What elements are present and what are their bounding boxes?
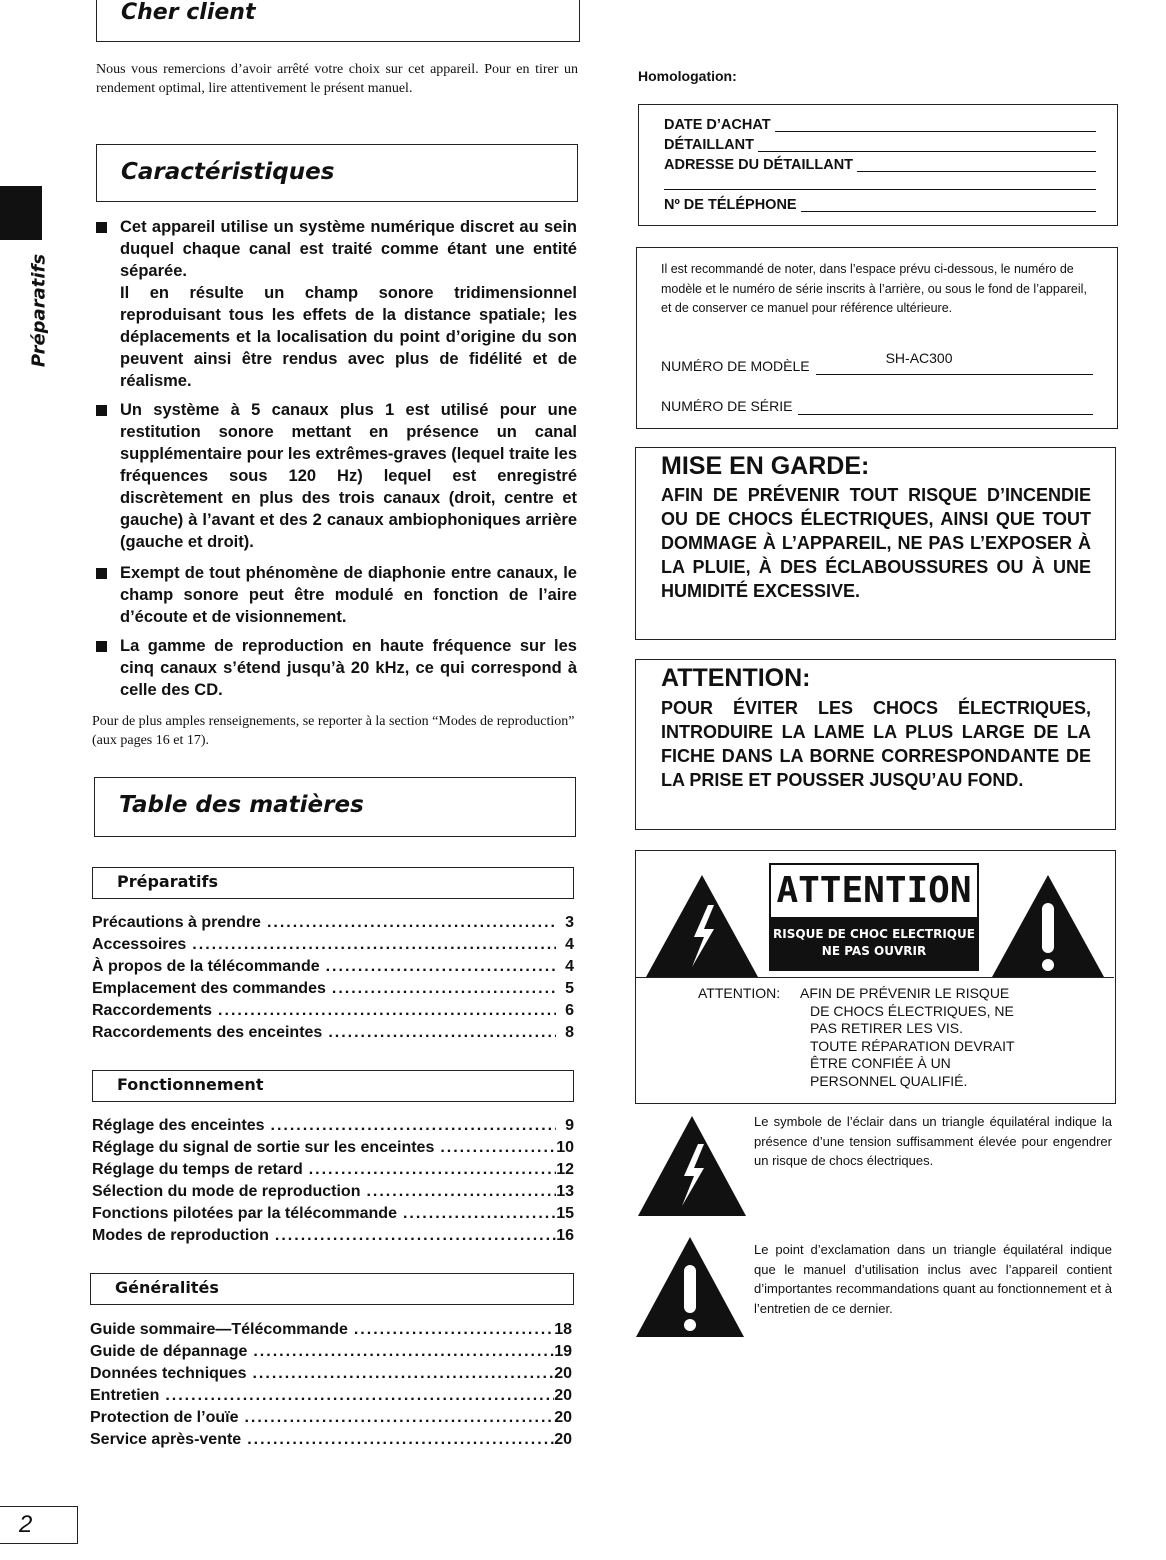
toc-entry[interactable]: Précautions à prendre ..... 3	[92, 912, 574, 934]
side-tab-black	[0, 186, 42, 240]
lightning-symbol-icon	[636, 1114, 748, 1218]
homologation-title: Homologation:	[638, 68, 737, 84]
feature-item: La gamme de reproduction en haute fréquence sur les cinq canaux s’étend jusqu’à 20 kHz, ce qui correspond à celle des CD.	[120, 635, 577, 701]
lightning-warning-icon	[642, 871, 762, 981]
record-box	[636, 247, 1118, 429]
exclamation-symbol-icon	[634, 1235, 746, 1339]
toc-entry[interactable]: Protection de l’ouïe ..... 20	[90, 1407, 572, 1429]
section-caracteristiques	[96, 144, 578, 202]
attention-text: POUR ÉVITER LES CHOCS ÉLECTRIQUES, INTRODUIRE LA LAME LA PLUS LARGE DE LA FICHE DANS LA BORNE CORRESPONDANTE DE LA PRISE ET POUSSER JUSQU’AU FOND.	[661, 698, 1091, 790]
label-title: ATTENTION	[776, 870, 972, 911]
page-number-box	[0, 1506, 78, 1544]
toc-entry[interactable]: Accessoires ..... 4	[92, 934, 574, 956]
date-field[interactable]: DATE D’ACHAT	[664, 117, 1096, 133]
label-caption-head: ATTENTION:	[698, 985, 781, 1001]
lightning-explanation: Le symbole de l’éclair dans un triangle équilatéral indique la présence d’une tension suffisamment élevée pour engendrer un risque de chocs électriques.	[754, 1114, 1112, 1168]
toc-entry[interactable]: Guide de dépannage ..... 19	[90, 1341, 572, 1363]
section-table	[94, 777, 576, 837]
model-field[interactable]: NUMÉRO DE MODÈLE SH-AC300	[661, 358, 1093, 375]
toc-entry[interactable]: Service après-vente ..... 20	[90, 1429, 572, 1451]
toc-entry[interactable]: Réglage du signal de sortie sur les enceintes ..... 10	[92, 1137, 574, 1159]
mise-en-garde-text: AFIN DE PRÉVENIR TOUT RISQUE D’INCENDIE OU DE CHOCS ÉLECTRIQUES, AINSI QUE TOUT DOMMAGE À L’APPAREIL, NE PAS L’EXPOSER À LA PLUIE, À DES ÉCLABOUSSURES OU À UNE HUMIDITÉ EXCESSIVE.	[661, 485, 1091, 601]
homologation-box	[638, 104, 1118, 226]
toc-entry[interactable]: Entretien ..... 20	[90, 1385, 572, 1407]
label-line2: NE PAS OUVRIR	[821, 944, 927, 958]
adresse-field[interactable]: ADRESSE DU DÉTAILLANT	[664, 157, 1096, 173]
feature-item: Cet appareil utilise un système numérique discret au sein duquel chaque canal est traité comme étant une entité séparée. Il en résulte un champ sonore tridimensionnel reproduisant tous les effets de la distance spatiale; les déplacements et la localisation du point d’origine du son peuvent ainsi être rendus avec plus de fidélité et de réalisme.	[120, 216, 577, 392]
toc-entry[interactable]: Raccordements ..... 6	[92, 1000, 574, 1022]
section-title: Table des matières	[119, 792, 364, 818]
attention-box	[635, 659, 1116, 830]
toc-entry[interactable]: Emplacement des commandes ..... 5	[92, 978, 574, 1000]
serial-field[interactable]: NUMÉRO DE SÉRIE	[661, 398, 1093, 415]
features-note: Pour de plus amples renseignements, se reporter à la section “Modes de reproduction” (aux pages 16 et 17).	[92, 714, 575, 748]
exclamation-explanation: Le point d’exclamation dans un triangle équilatéral indique que le manuel d’utilisation inclus avec l’appareil contient d’importantes recommandations quant au fonctionnement et à l’entretien de ce dernier.	[754, 1242, 1112, 1316]
toc-heading-fonctionnement: Fonctionnement	[92, 1070, 574, 1102]
toc-list-generalites	[90, 1319, 572, 1451]
model-value: SH-AC300	[885, 350, 953, 366]
mise-en-garde-title: MISE EN GARDE:	[661, 452, 870, 480]
toc-entry[interactable]: Données techniques ..... 20	[90, 1363, 572, 1385]
section-cher-client	[96, 0, 580, 42]
attention-title: ATTENTION:	[661, 664, 811, 692]
record-text: Il est recommandé de noter, dans l’espace prévu ci-dessous, le numéro de modèle et le numéro de série inscrits à l’arrière, ou sous le fond de l’appareil, et de conserver ce manuel pour référence ultérieure.	[661, 262, 1087, 315]
toc-entry[interactable]: Réglage du temps de retard ..... 12	[92, 1159, 574, 1181]
section-title: Caractéristiques	[121, 159, 335, 185]
feature-item: Un système à 5 canaux plus 1 est utilisé pour une restitution sonore mettant en présence un canal supplémentaire pour les extrêmes-graves (lequel traite les fréquences sous 120 Hz) lequel est enregistré discrètement en plus des trois canaux (droit, centre et gauche) à l’avant et des 2 canaux ambiophoniques arrière (gauche et droit).	[120, 399, 577, 553]
side-tab-label: Préparatifs	[28, 253, 50, 368]
mise-en-garde-box	[635, 447, 1116, 640]
caution-label	[635, 850, 1116, 1104]
toc-heading-preparatifs: Préparatifs	[92, 867, 574, 899]
label-line1: RISQUE DE CHOC ELECTRIQUE	[773, 927, 975, 941]
label-center	[769, 863, 979, 971]
toc-list-fonctionnement	[92, 1115, 574, 1247]
telephone-field[interactable]: Nº DE TÉLÉPHONE	[664, 197, 1096, 213]
adresse-field-extra[interactable]	[664, 177, 1096, 190]
toc-entry[interactable]: Raccordements des enceintes ..... 8	[92, 1022, 574, 1044]
exclamation-warning-icon	[988, 871, 1108, 981]
toc-entry[interactable]: Fonctions pilotées par la télécommande ..... 15	[92, 1203, 574, 1225]
toc-heading-generalites: Généralités	[90, 1273, 574, 1305]
toc-entry[interactable]: Modes de reproduction ..... 16	[92, 1225, 574, 1247]
toc-entry[interactable]: Réglage des enceintes ..... 9	[92, 1115, 574, 1137]
toc-entry[interactable]: Guide sommaire—Télécommande ..... 18	[90, 1319, 572, 1341]
label-divider	[636, 977, 1114, 978]
toc-list-preparatifs	[92, 912, 574, 1044]
toc-entry[interactable]: Sélection du mode de reproduction ..... 13	[92, 1181, 574, 1203]
label-caption: AFIN DE PRÉVENIR LE RISQUE DE CHOCS ÉLECTRIQUES, NE PAS RETIRER LES VIS. TOUTE RÉPARATION DEVRAIT ÊTRE CONFIÉE À UN PERSONNEL QUALIFIÉ.	[800, 985, 1015, 1089]
page-number: 2	[19, 1511, 33, 1538]
intro-text: Nous vous remercions d’avoir arrêté votre choix sur cet appareil. Pour en tirer un rendement optimal, lire attentivement le présent manuel.	[96, 62, 578, 96]
feature-item: Exempt de tout phénomène de diaphonie entre canaux, le champ sonore peut être modulé en fonction de l’aire d’écoute et de visionnement.	[120, 562, 577, 628]
section-title: Cher client	[121, 0, 256, 25]
toc-entry[interactable]: À propos de la télécommande ..... 4	[92, 956, 574, 978]
detaillant-field[interactable]: DÉTAILLANT	[664, 137, 1096, 153]
